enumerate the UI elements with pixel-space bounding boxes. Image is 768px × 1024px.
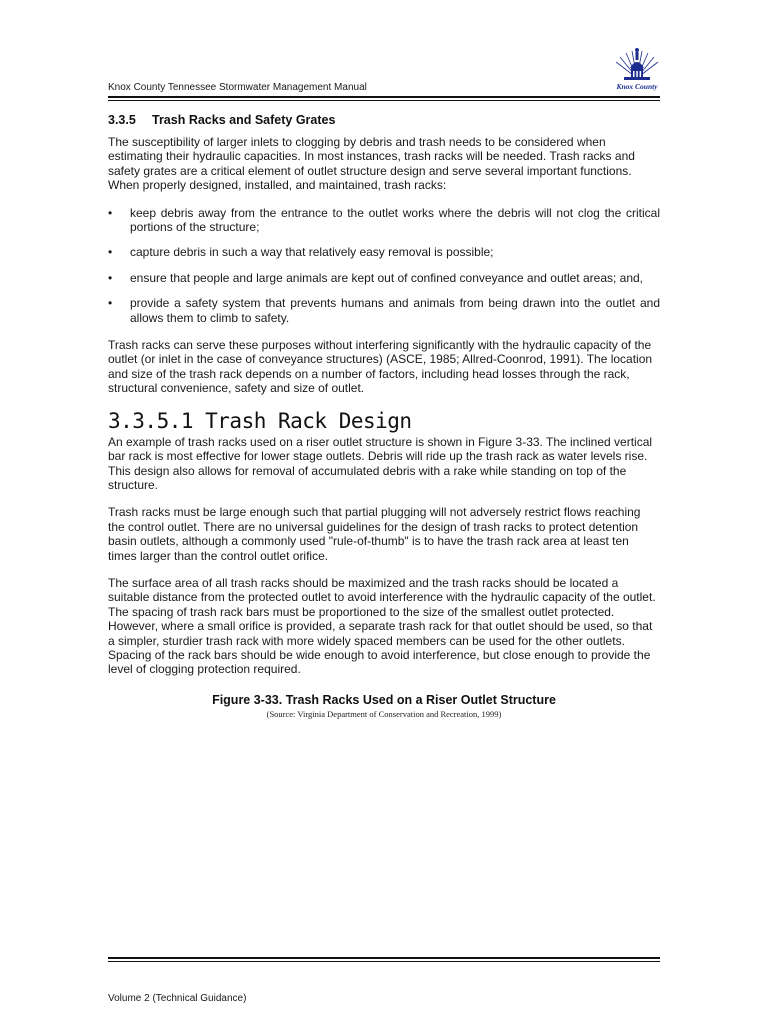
document-body <box>108 108 660 719</box>
intro-paragraph: The susceptibility of larger inlets to clogging by debris and trash needs to be considered when estimating their hydraulic capacities. In most instances, trash racks will be needed. Trash racks and safety grates are a critical element of outlet structure design and serve several important functions. When properly designed, installed, and maintained, trash racks: <box>108 135 635 193</box>
bullet-icon: • <box>108 245 113 260</box>
list-item: • keep debris away from the entrance to the outlet works where the debris will not clog the critical portions of the structure; <box>108 205 660 235</box>
bullet-icon: • <box>108 270 113 285</box>
knox-county-logo <box>606 44 668 94</box>
courthouse-dome-icon <box>606 44 668 84</box>
manual-title: Knox County Tennessee Stormwater Management Manual <box>108 82 367 93</box>
bullet-icon: • <box>108 296 113 311</box>
header-rule <box>108 96 660 98</box>
section-number: 3.3.5 <box>108 113 136 127</box>
volume-label: Volume 2 (Technical Guidance) <box>108 993 247 1004</box>
logo-text: Knox County <box>616 82 658 91</box>
list-item: • capture debris in such a way that relatively easy removal is possible; <box>108 245 494 260</box>
list-item: • ensure that people and large animals are kept out of confined conveyance and outlet areas; and, <box>108 270 644 285</box>
subsection-heading: 3.3.5.1 Trash Rack Design <box>108 408 412 433</box>
list-item: • provide a safety system that prevents humans and animals from being drawn into the outlet and allows them to climb to safety. <box>108 296 660 325</box>
footer-rule-thin <box>108 961 660 962</box>
body-paragraph: An example of trash racks used on a riser outlet structure is shown in Figure 3-33. The inclined vertical bar rack is most effective for lower stage outlets. Debris will ride up the trash rack as water levels rise. This design also allows for removal of accumulated debris with a rake while standing on top of the structure. <box>108 434 653 492</box>
section-title: Trash Racks and Safety Grates <box>152 113 336 127</box>
section-heading <box>108 113 660 127</box>
closing-paragraph: Trash racks can serve these purposes without interfering significantly with the hydraulic capacity of the outlet (or inlet in the case of conveyance structures) (ASCE, 1985; Allred-Coonrod, 1991). The location and size of the trash rack depends on a number of factors, including head losses through the rack, structural convenience, safety and size of outlet. <box>108 338 653 396</box>
functions-list <box>108 206 660 325</box>
footer-rule <box>108 957 660 959</box>
figure-source: (Source: Virginia Department of Conservation and Recreation, 1999) <box>266 708 502 719</box>
body-paragraph: Trash racks must be large enough such that partial plugging will not adversely restrict flows reaching the control outlet. There are no universal guidelines for the design of trash racks to protect detention basin outlets, although a commonly used "rule-of-thumb" is to have the trash rack area at least ten times larger than the control outlet orifice. <box>108 505 641 563</box>
body-paragraph: The surface area of all trash racks should be maximized and the trash racks should be located a suitable distance from the protected outlet to avoid interference with the hydraulic capacity of the outlet. The spacing of trash rack bars must be proportioned to the size of the smallest outlet protected. However, where a small orifice is provided, a separate trash rack for that outlet should be used, so that a simpler, sturdier trash rack with more widely spaced members can be used for the other outlets. Spacing of the rack bars should be wide enough to avoid interference, but close enough to provide the level of clogging protection required. <box>108 575 656 677</box>
header-rule-thin <box>108 100 660 101</box>
figure-caption: Figure 3-33. Trash Racks Used on a Riser Outlet Structure <box>212 692 556 707</box>
bullet-icon: • <box>108 205 113 220</box>
